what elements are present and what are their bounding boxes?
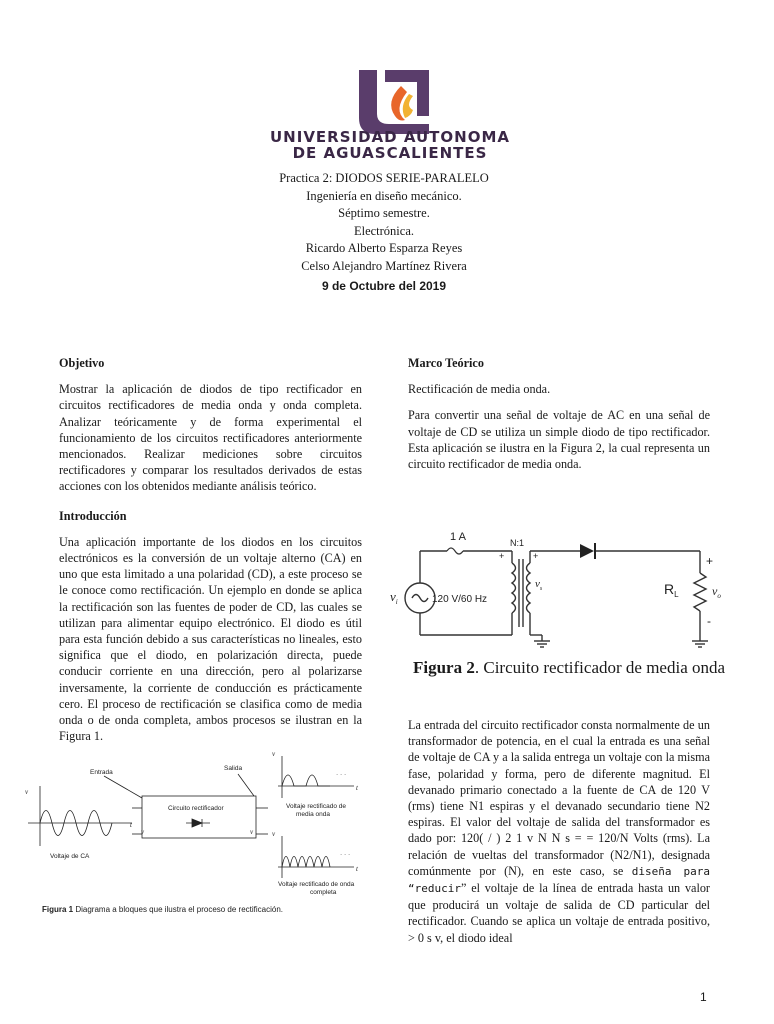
- fig1-entrada-label: Entrada: [90, 769, 113, 776]
- ratio-label: N:1: [510, 538, 525, 548]
- output-minus: -: [707, 614, 711, 628]
- fig1-vo-inner: v: [250, 828, 254, 836]
- fig1-t-full: t: [356, 865, 358, 873]
- fig1-vo-top: v: [272, 750, 276, 758]
- output-plus: +: [706, 554, 714, 568]
- objetivo-text: Mostrar la aplicación de diodos de tipo rectificador en circuitos rectificadores de media onda y onda completa. Analizar teóricamente y de forma experimental el funcionamiento de los circuitos rectificadores anteriormente mencionados. Realizar mediciones sobre circuitos rectificadores y comparar los resultados derivados de estas acciones con los obtenidos mediante análisis teórico.: [59, 382, 362, 494]
- fig1-t-input: t: [130, 821, 132, 829]
- title-block: [0, 170, 768, 276]
- objetivo-section: [59, 355, 362, 744]
- vi-label: $v_i$: [390, 589, 398, 606]
- fig1-vi-inner: v: [141, 828, 145, 836]
- figure-1: [20, 746, 362, 918]
- objetivo-heading: Objetivo: [59, 356, 105, 370]
- semester: Séptimo semestre.: [338, 206, 430, 221]
- program: Ingeniería en diseño mecánico.: [306, 188, 462, 203]
- fig1-vo-bottom: v: [272, 830, 276, 838]
- fig1-dots-bottom: · · ·: [340, 851, 351, 858]
- figure-1-caption: [42, 905, 283, 914]
- fuse-label: 1 A: [450, 531, 466, 543]
- marco-subheading: Rectificación de media onda.: [408, 382, 551, 397]
- vs-label: $v_s$: [535, 578, 543, 592]
- fig1-vi-label: v: [25, 788, 29, 796]
- para2-part-b: ” el voltaje de la línea de entrada hasta un valor que producirá un voltaje de salida de CD particular del rectificador. Cuando se aplica un voltaje de entrada positivo, > 0 s v, el diodo ideal: [408, 881, 710, 945]
- fig2-caption-rest: . Circuito rectificador de media onda: [474, 658, 726, 677]
- para2-part-a: La entrada del circuito rectificador consta normalmente de un transformador de potencia, en el cual la entrada es una señal de voltaje de CA y a la salida entrega un voltaje con la misma fase, polaridad y forma, pero de diferente magnitud. El devanado primario conectado a la fuente de CA de 120 V (rms) tiene N1 espiras y el devanado secundario tiene N2 espiras. El valor del voltaje de salida del transformador es dado por: 120( / ) 2 1 v N N s = = 120/N Volts (rms). La relación de vueltas del transformador (N2/N1), designada comúnmente por (N), en este caso, se: [408, 718, 710, 878]
- university-name-line2: DE AGUASCALIENTES: [292, 144, 488, 162]
- fig1-full-caption-1: Voltaje rectificado de onda: [278, 881, 355, 888]
- author-2: Celso Alejandro Martínez Rivera: [301, 258, 467, 273]
- fig1-half-caption-2: media onda: [296, 811, 330, 818]
- intro-text: Una aplicación importante de los diodos en los circuitos electrónicos es la conversión de un voltaje alterno (CA) en uno que esta limitado a una polaridad (CD), a este proceso se le conoce como rectificación. Un ejemplo en donde se aplica la rectificación son las fuentes de poder de CD, las cuales se utilizan para alimentar equipo electrónico. El diodo es útil para esta función debido a sus características no lineales, esto significa que el diodo, en polarización directa, puede conducir corriente en una dirección, pero al polarizarse inversamente, la corriente de conducción es prácticamente cero. El proceso de rectificación se clasifica como de media onda o de onda completa, ambos procesos se ilustran en la Figura 1.: [59, 534, 362, 744]
- fig1-input-caption: Voltaje de CA: [50, 853, 90, 860]
- vo-label: $v_o$: [712, 584, 721, 600]
- fig1-caption-bold: Figura 1: [42, 905, 74, 914]
- course: Electrónica.: [353, 223, 415, 238]
- author-1: Ricardo Alberto Esparza Reyes: [305, 241, 463, 256]
- intro-heading: Introducción: [59, 508, 127, 523]
- marco-para1: Para convertir una señal de voltaje de AC en una señal de voltaje de CD se utiliza un simple diodo de tipo rectificador. Esta aplicación se ilustra en la Figura 2, la cual representa un circuito rectificador de media onda.: [408, 408, 710, 472]
- university-name-line1: UNIVERSIDAD AUTONOMA: [270, 128, 510, 146]
- fig1-block-label: Circuito rectificador: [168, 805, 224, 812]
- practice-title: Practica 2: DIODOS SERIE-PARALELO: [279, 171, 489, 185]
- marco-heading: Marco Teórico: [408, 356, 484, 370]
- fig1-half-caption-1: Voltaje rectificado de: [286, 803, 346, 810]
- page-number: 1: [700, 990, 707, 1004]
- marco-para2: [408, 717, 710, 946]
- fig2-caption-bold: Figura 2: [413, 658, 475, 677]
- university-logo: [355, 66, 433, 136]
- fig1-salida-label: Salida: [224, 765, 243, 772]
- secondary-plus: +: [533, 551, 539, 561]
- rl-label: $R_L$: [664, 581, 679, 599]
- para2-mono: diseña para “reducir: [408, 864, 711, 896]
- fig1-t-half: t: [356, 784, 358, 792]
- source-label: 120 V/60 Hz: [432, 594, 488, 605]
- fig1-caption-rest: Diagrama a bloques que ilustra el proceso de rectificación.: [73, 905, 284, 914]
- fig1-full-caption-2: completa: [310, 889, 337, 896]
- figure-2-caption: [413, 658, 725, 678]
- primary-plus: +: [499, 551, 505, 561]
- fig1-dots-top: · · ·: [336, 771, 347, 778]
- document-date: 9 de Octubre del 2019: [321, 279, 447, 293]
- marco-teorico-section: [408, 355, 710, 472]
